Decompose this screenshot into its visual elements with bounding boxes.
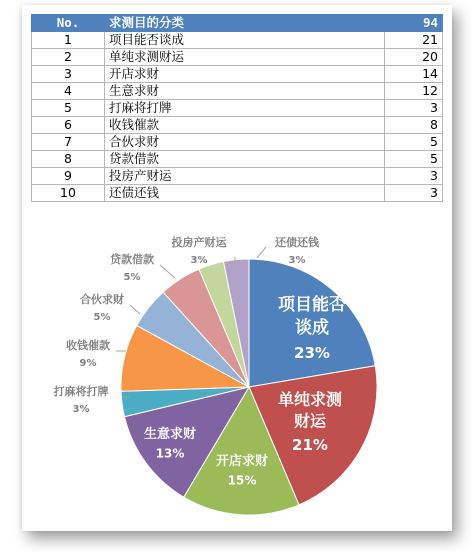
row-number: 2 bbox=[32, 49, 105, 66]
row-number: 10 bbox=[32, 185, 105, 202]
slice-percent-label: 5% bbox=[93, 312, 111, 323]
row-category: 投房产财运 bbox=[105, 168, 385, 185]
row-number: 1 bbox=[32, 32, 105, 49]
label-leader-line bbox=[160, 265, 175, 278]
slice-percent-label: 3% bbox=[72, 404, 90, 415]
slice-label: 单纯求测 bbox=[277, 390, 343, 409]
row-number: 7 bbox=[32, 134, 105, 151]
slice-percent-label: 9% bbox=[79, 358, 97, 369]
slice-percent-label: 23% bbox=[294, 343, 330, 362]
slice-percent-label: 3% bbox=[288, 255, 306, 266]
row-count: 8 bbox=[385, 117, 443, 134]
slice-label: 项目能否 bbox=[278, 295, 346, 315]
table-row bbox=[32, 168, 443, 185]
chart-card bbox=[22, 5, 452, 531]
row-count: 21 bbox=[385, 32, 443, 49]
row-number: 8 bbox=[32, 151, 105, 168]
header-no: No. bbox=[32, 15, 105, 32]
row-category: 单纯求测财运 bbox=[105, 49, 385, 66]
table-row bbox=[32, 32, 443, 49]
row-category: 合伙求财 bbox=[105, 134, 385, 151]
slice-percent-label: 5% bbox=[123, 272, 141, 283]
row-number: 4 bbox=[32, 83, 105, 100]
row-category: 还债还钱 bbox=[105, 185, 385, 202]
row-count: 3 bbox=[385, 100, 443, 117]
table-row bbox=[32, 134, 443, 151]
table-row bbox=[32, 66, 443, 83]
header-total: 94 bbox=[385, 15, 443, 32]
row-count: 5 bbox=[385, 151, 443, 168]
table-row bbox=[32, 49, 443, 66]
table-row bbox=[32, 185, 443, 202]
row-number: 6 bbox=[32, 117, 105, 134]
row-count: 14 bbox=[385, 66, 443, 83]
table-header-row bbox=[32, 15, 443, 32]
row-count: 12 bbox=[385, 83, 443, 100]
label-leader-line bbox=[130, 305, 140, 314]
slice-label: 贷款借款 bbox=[110, 253, 154, 266]
row-number: 3 bbox=[32, 66, 105, 83]
row-category: 打麻将打牌 bbox=[105, 100, 385, 117]
slice-label: 开店求财 bbox=[215, 454, 269, 469]
pie-chart bbox=[22, 225, 452, 525]
slice-label: 谈成 bbox=[295, 317, 329, 338]
row-category: 生意求财 bbox=[105, 83, 385, 100]
row-number: 5 bbox=[32, 100, 105, 117]
table-row bbox=[32, 100, 443, 117]
row-count: 5 bbox=[385, 134, 443, 151]
row-count: 3 bbox=[385, 185, 443, 202]
slice-label: 生意求财 bbox=[143, 427, 197, 442]
label-leader-line bbox=[257, 247, 266, 258]
slice-percent-label: 15% bbox=[227, 473, 257, 488]
row-category: 开店求财 bbox=[105, 66, 385, 83]
header-category: 求测目的分类 bbox=[105, 15, 385, 32]
slice-label: 财运 bbox=[293, 411, 327, 431]
row-category: 贷款借款 bbox=[105, 151, 385, 168]
frequency-table bbox=[31, 14, 443, 202]
row-category: 收钱催款 bbox=[105, 117, 385, 134]
slice-percent-label: 21% bbox=[292, 436, 328, 455]
table-row bbox=[32, 151, 443, 168]
row-count: 3 bbox=[385, 168, 443, 185]
slice-percent-label: 3% bbox=[190, 255, 208, 266]
table-row bbox=[32, 83, 443, 100]
slice-percent-label: 13% bbox=[155, 446, 185, 461]
slice-label: 收钱催款 bbox=[66, 339, 110, 352]
slice-label: 投房产财运 bbox=[171, 236, 227, 249]
row-number: 9 bbox=[32, 168, 105, 185]
row-category: 项目能否谈成 bbox=[105, 32, 385, 49]
table-body bbox=[32, 32, 443, 202]
slice-label: 打麻将打牌 bbox=[53, 385, 109, 398]
table-row bbox=[32, 117, 443, 134]
slice-label: 合伙求财 bbox=[80, 293, 124, 306]
row-count: 20 bbox=[385, 49, 443, 66]
slice-label: 还债还钱 bbox=[275, 236, 319, 249]
